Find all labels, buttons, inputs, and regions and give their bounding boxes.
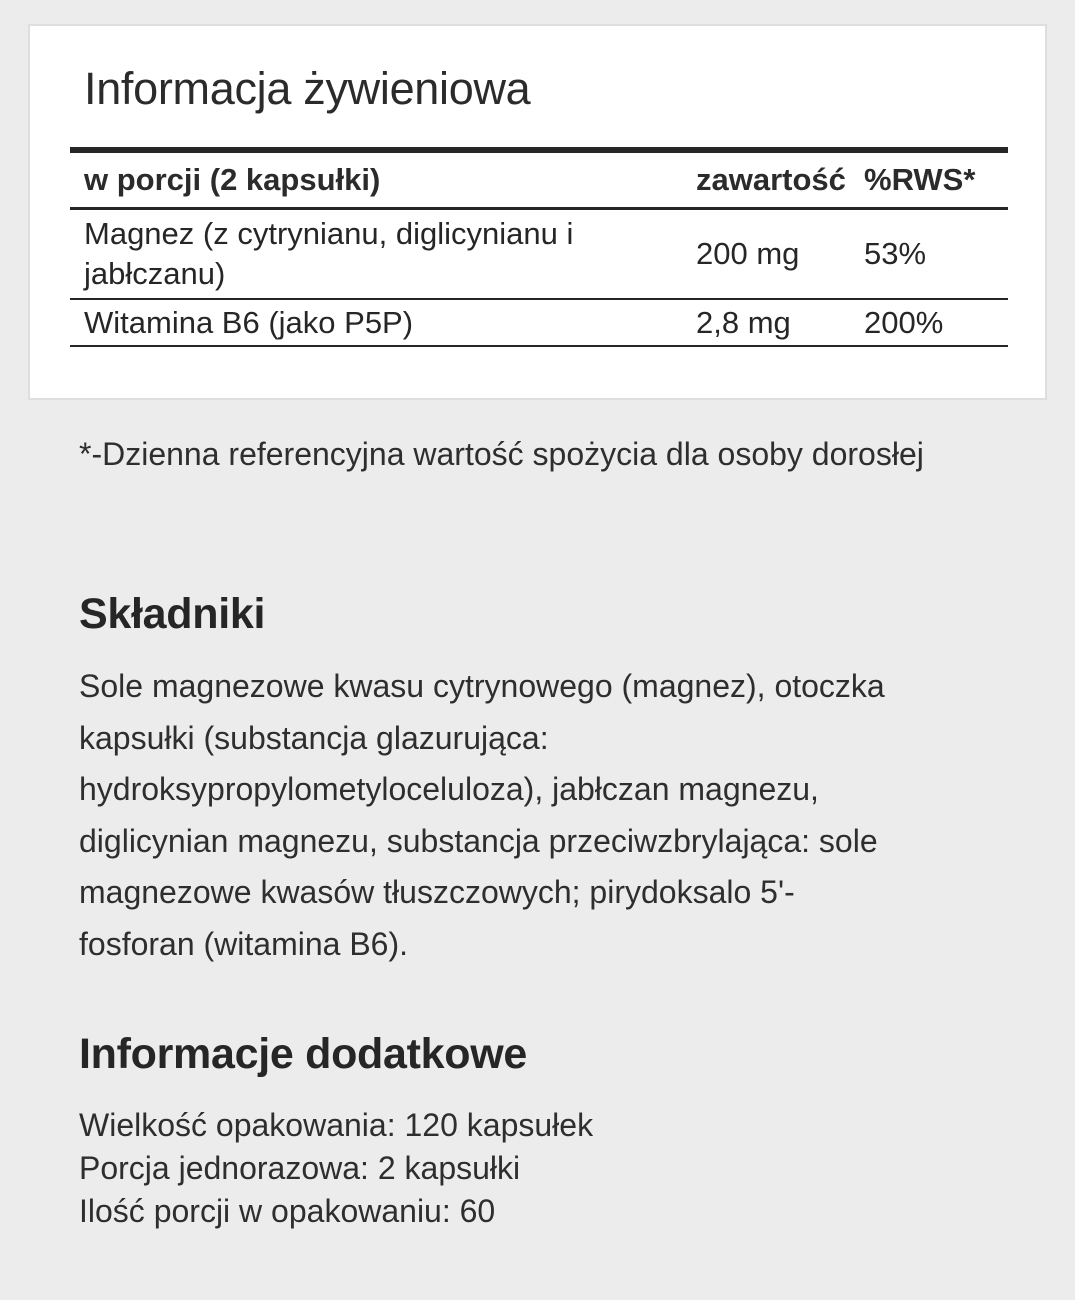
nutrient-rws: 53% [864, 209, 1008, 300]
table-row [70, 209, 1008, 300]
ingredients-line: diglicynian magnezu, substancja przeciwzbrylająca: sole [79, 822, 878, 859]
ingredients-line: magnezowe kwasów tłuszczowych; pirydoksalo 5'- [79, 874, 795, 910]
ingredients-line: fosforan (witamina B6). [79, 925, 409, 962]
additional-info-list [79, 1104, 593, 1233]
package-size-item: Wielkość opakowania: 120 kapsułek [79, 1107, 594, 1143]
rws-footnote: *-Dzienna referencyjna wartość spożycia dla osoby dorosłej [79, 436, 924, 472]
single-serving-item: Porcja jednorazowa: 2 kapsułki [79, 1150, 521, 1186]
nutrition-card [28, 24, 1047, 400]
ingredients-heading: Składniki [79, 590, 266, 638]
table-row [70, 299, 1008, 346]
ingredients-line: Sole magnezowe kwasu cytrynowego (magnez), otoczka [79, 668, 885, 704]
nutrient-amount: 200 mg [684, 209, 864, 300]
ingredients-text [79, 661, 1014, 970]
additional-info-heading: Informacje dodatkowe [79, 1030, 527, 1078]
ingredients-line: hydroksypropylometyloceluloza), jabłczan magnezu, [79, 771, 819, 807]
header-portion: w porcji (2 kapsułki) [70, 150, 684, 209]
nutrition-table [70, 147, 1008, 347]
header-amount: zawartość [684, 150, 864, 209]
header-rws: %RWS* [864, 150, 1008, 209]
nutrient-name: Witamina B6 (jako P5P) [70, 299, 684, 346]
nutrient-amount: 2,8 mg [684, 299, 864, 346]
ingredients-line: kapsułki (substancja glazurująca: [79, 719, 549, 756]
servings-count-item: Ilość porcji w opakowaniu: 60 [79, 1193, 496, 1229]
nutrient-rws: 200% [864, 299, 1008, 346]
table-header-row [70, 150, 1008, 209]
nutrient-name: Magnez (z cytrynianu, diglicynianu i jabłczanu) [70, 209, 684, 300]
nutrition-title: Informacja żywieniowa [84, 63, 531, 114]
